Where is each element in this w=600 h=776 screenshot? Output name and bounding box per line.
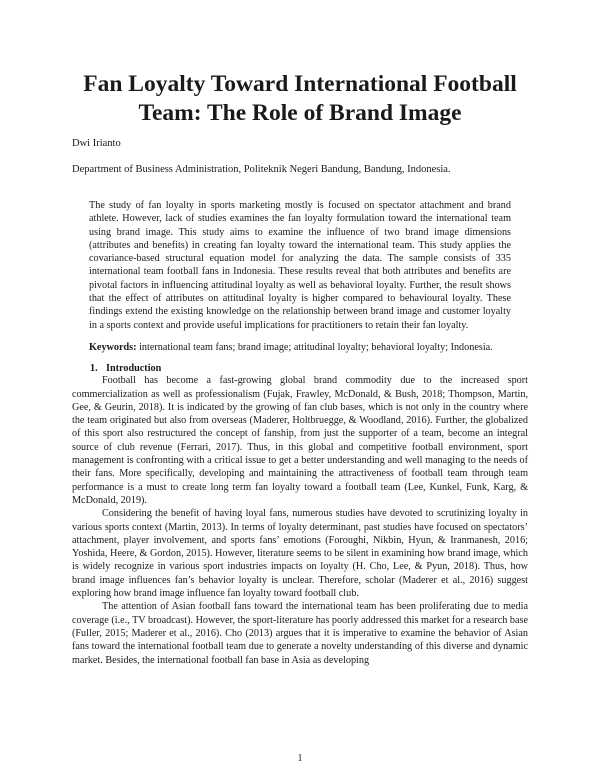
title-line-2: Team: The Role of Brand Image	[138, 100, 462, 126]
keywords	[89, 341, 511, 354]
abstract: The study of fan loyalty in sports marketing mostly is focused on spectator attachment and brand athlete. However, lack of studies examines the fan loyalty formulation toward the international team using brand image. This study aims to examine the influence of two brand image dimensions (attributes and benefits) in creating fan loyalty toward the international team. This study applies the covariance-based structural equation model for analyzing the data. The sample consists of 335 international team football fans in Indonesia. These results reveal that both attributes and benefits are pivotal factors in influencing attitudinal loyalty as well as behavioral loyalty. Further, the result shows that the effect of attributes on attitudinal loyalty is higher compared to behavioural loyalty. These findings extend the existing knowledge on the relationship between brand image and customer loyalty in a sports context and provide useful implications for practitioners to retain their fan loyalty.	[89, 200, 511, 331]
section-body	[72, 374, 528, 667]
section-heading	[90, 363, 528, 374]
title-line-1: Fan Loyalty Toward International Football	[83, 71, 517, 97]
paragraph: Considering the benefit of having loyal fans, numerous studies have devoted to scrutinizing loyalty in various sports context (Martin, 2013). In terms of loyalty determinant, past studies have focused on spectators’ attachment, player involvement, and sports fans’ emotions (Foroughi, Nikbin, Hyun, & Iranmanesh, 2016; Yoshida, Heere, & Gordon, 2015). However, literature seems to be silent in examining how brand image, which is widely recognize in various sport industries impacts on loyalty (H. Cho, Lee, & Pyun, 2018). Thus, how brand image influences fan’s behavior loyalty is unclear. Therefore, scholar (Maderer et al., 2016) suggest exploring how brand image influence fan loyalty toward football club.	[72, 508, 528, 600]
paragraph: The attention of Asian football fans toward the international team has been proliferating due to media coverage (i.e., TV broadcast). However, the sport-literature has poorly addressed this market for a research base (Fuller, 2015; Maderer et al., 2016). Cho (2013) argues that it is imperative to examine the behavior of Asian fans toward the international football team due to generate a novelty understanding of this diverse and dynamic market. Besides, the international football fan base in Asia as developing	[72, 601, 528, 666]
author-name: Dwi Irianto	[72, 138, 121, 149]
paragraph: Football has become a fast-growing global brand commodity due to the increased sport commercialization as well as professionalism (Fujak, Frawley, McDonald, & Bush, 2018; Thompson, Martin, Gee, & Geurin, 2018). It is indicated by the growing of fan club bases, which is not only in the country where the team originated but also from overseas (Maderer, Holtbruegge, & Woodland, 2016). Further, the globalized of this sport also restructured the concept of fanship, from just the supporter of a team, become an integral source of club revenue (Ferrari, 2017). Thus, in this global and competitive football environment, sport management is confronting with a critical issue to get a better understanding and well managing to the needs of their fans. More specifically, developing and maintaining the attractiveness of football team through team performance is a must to create long term fan loyalty toward a football team (Lee, Kunkel, Funk, Karg, & McDonald, 2019).	[72, 375, 528, 506]
page-number: 1	[297, 753, 303, 764]
section-number: 1.	[90, 363, 98, 375]
author-affiliation: Department of Business Administration, Politeknik Negeri Bandung, Bandung, Indonesia.	[72, 164, 451, 175]
section-title: Introduction	[106, 363, 162, 375]
paper-title	[72, 70, 528, 128]
keywords-text: international team fans; brand image; attitudinal loyalty; behavioral loyalty; Indonesia.	[139, 341, 493, 353]
keywords-label: Keywords:	[89, 341, 137, 353]
